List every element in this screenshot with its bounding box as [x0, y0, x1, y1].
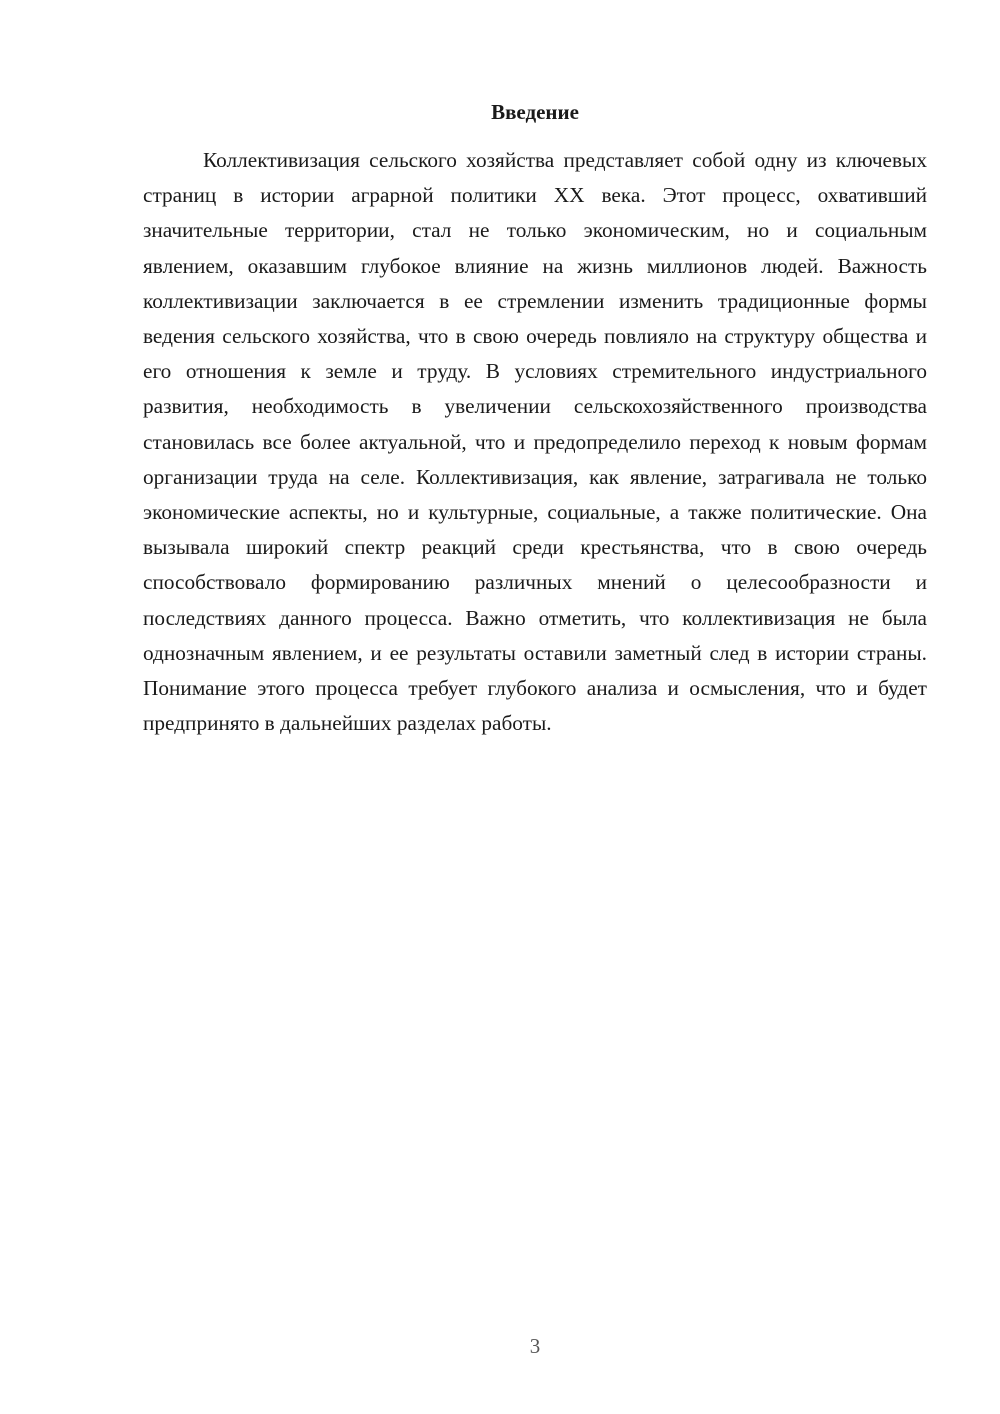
page-number: 3: [529, 1334, 541, 1358]
section-heading: Введение: [491, 100, 579, 124]
body-paragraph: Коллективизация сельского хозяйства представляет собой одну из ключевых страниц в истории аграрной политики XX века. Этот процесс, охвативший значительные территории, стал не только экономическим, но и социальным явлением, оказавшим глубокое влияние на жизнь миллионов людей. Важность коллективизации заключается в ее стремлении изменить традиционные формы ведения сельского хозяйства, что в свою очередь повлияло на структуру общества и его отношения к земле и труду. В условиях стремительного индустриального развития, необходимость в увеличении сельскохозяйственного производства становилась все более актуальной, что и предопределило переход к новым формам организации труда на селе. Коллективизация, как явление, затрагивала не только экономические аспекты, но и культурные, социальные, а также политические. Она вызывала широкий спектр реакций среди крестьянства, что в свою очередь способствовало формированию различных мнений о целесообразности и последствиях данного процесса. Важно отметить, что коллективизация не была однозначным явлением, и ее результаты оставили заметный след в истории страны. Понимание этого процесса требует глубокого анализа и осмысления, что и будет предпринято в дальнейших разделах работы.: [143, 148, 927, 736]
